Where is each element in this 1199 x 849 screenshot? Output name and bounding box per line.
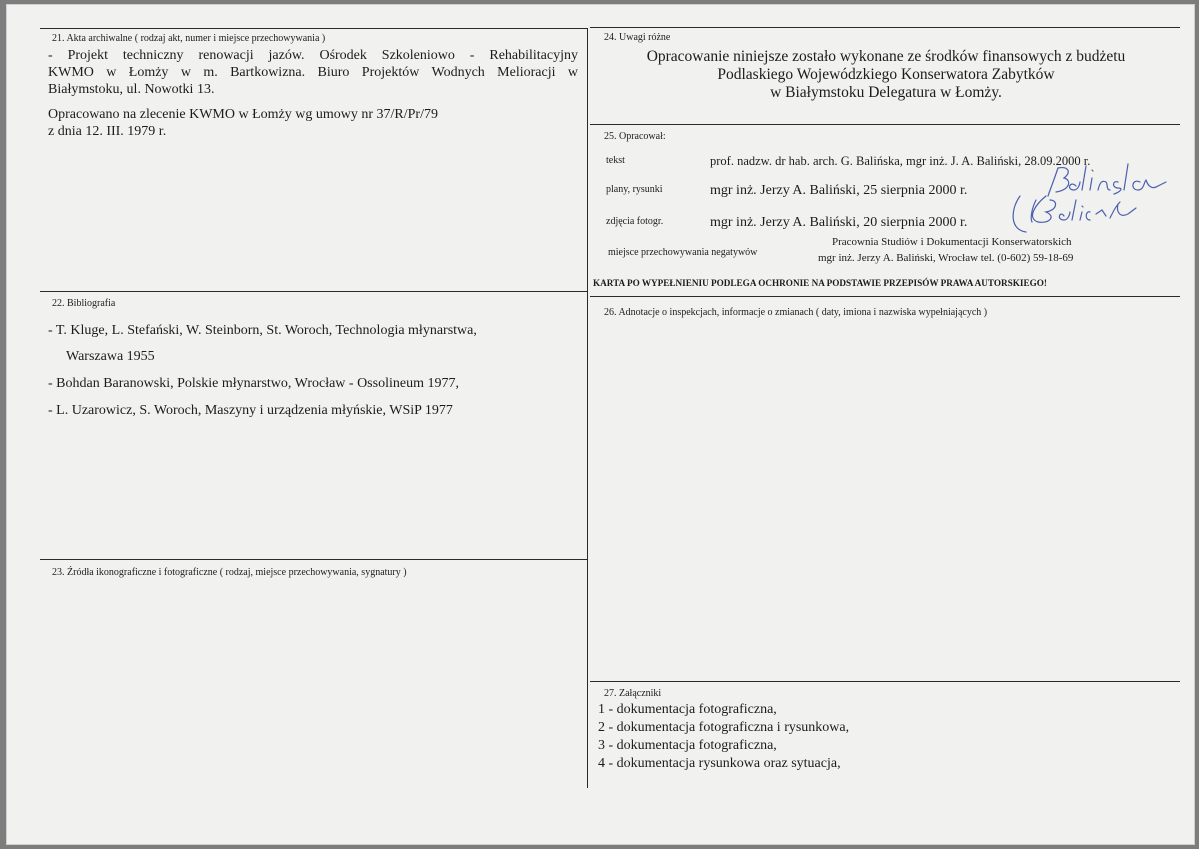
- section-24-line-2: Podlaskiego Wojewódzkiego Konserwatora Zabytków: [717, 66, 1055, 83]
- section-21-line-5: z dnia 12. III. 1979 r.: [48, 124, 167, 139]
- negatywy-line-1: Pracownia Studiów i Dokumentacji Konserwatorskich: [832, 236, 1072, 248]
- section-21-line-4: Opracowano na zlecenie KWMO w Łomży wg umowy nr 37/R/Pr/79: [48, 107, 438, 122]
- section-27-heading: 27. Załączniki: [604, 688, 662, 699]
- section-23-heading: 23. Źródła ikonograficzne i fotograficzne ( rodzaj, miejsce przechowywania, sygnatury ): [52, 567, 407, 578]
- section-21-line-2: KWMO w Łomży w m. Bartkowizna. Biuro Projektów Wodnych Melioracji w: [48, 65, 578, 80]
- section-24-text: [590, 48, 1182, 102]
- section-21-text: [48, 47, 578, 140]
- plany-label: plany, rysunki: [606, 184, 663, 195]
- bibliography-item-1: - T. Kluge, L. Stefański, W. Steinborn, St. Woroch, Technologia młynarstwa,: [48, 323, 477, 338]
- negatywy-label: miejsce przechowywania negatywów: [608, 247, 758, 258]
- section-22-heading: 22. Bibliografia: [52, 298, 116, 309]
- tekst-value: prof. nadzw. dr hab. arch. G. Balińska, mgr inż. J. A. Baliński, 28.09.2000 r.: [710, 154, 1091, 168]
- attachment-item-1: 1 - dokumentacja fotograficzna,: [598, 702, 777, 717]
- divider-22-23: [40, 559, 588, 560]
- plany-value: mgr inż. Jerzy A. Baliński, 25 sierpnia 2000 r.: [710, 183, 968, 198]
- divider-21-22: [40, 291, 588, 292]
- top-border-right: [590, 27, 1180, 28]
- bibliography-item-1-cont: Warszawa 1955: [66, 349, 155, 364]
- section-24-line-1: Opracowanie niniejsze zostało wykonane ze środków finansowych z budżetu: [646, 48, 1126, 65]
- section-24-line-3: w Białymstoku Delegatura w Łomży.: [770, 84, 1002, 101]
- bibliography-item-2: - Bohdan Baranowski, Polskie młynarstwo, Wrocław - Ossolineum 1977,: [48, 376, 459, 391]
- attachment-item-4: 4 - dokumentacja rysunkowa oraz sytuacja,: [598, 756, 841, 771]
- top-border-left: [40, 28, 588, 29]
- negatywy-line-2: mgr inż. Jerzy A. Baliński, Wrocław tel. (0-602) 59-18-69: [818, 252, 1074, 264]
- section-21-line-1: - Projekt techniczny renowacji jazów. Ośrodek Szkoleniowo - Rehabilitacyjny: [48, 48, 578, 63]
- zdjecia-label: zdjęcia fotogr.: [606, 216, 664, 227]
- bibliography-item-3: - L. Uzarowicz, S. Woroch, Maszyny i urządzenia młyńskie, WSiP 1977: [48, 403, 453, 418]
- divider-25-26: [590, 296, 1180, 297]
- document-sheet: [6, 4, 1195, 845]
- section-21-heading: 21. Akta archiwalne ( rodzaj akt, numer i miejsce przechowywania ): [52, 33, 326, 44]
- zdjecia-value: mgr inż. Jerzy A. Baliński, 20 sierpnia 2000 r.: [710, 215, 968, 230]
- section-26-heading: 26. Adnotacje o inspekcjach, informacje o zmianach ( daty, imiona i nazwiska wypełniających ): [604, 307, 988, 318]
- attachment-item-3: 3 - dokumentacja fotograficzna,: [598, 738, 777, 753]
- tekst-label: tekst: [606, 155, 625, 166]
- attachment-item-2: 2 - dokumentacja fotograficzna i rysunkowa,: [598, 720, 850, 735]
- copyright-notice: KARTA PO WYPEŁNIENIU PODLEGA OCHRONIE NA PODSTAWIE PRZEPISÓW PRAWA AUTORSKIEGO!: [593, 278, 1047, 288]
- section-24-heading: 24. Uwagi różne: [604, 32, 671, 43]
- divider-24-25: [590, 124, 1180, 125]
- signature-image: [1006, 160, 1176, 236]
- section-21-line-3: Białymstoku, ul. Nowotki 13.: [48, 82, 215, 97]
- middle-divider: [587, 28, 588, 788]
- divider-26-27: [590, 681, 1180, 682]
- section-25-heading: 25. Opracował:: [604, 131, 666, 142]
